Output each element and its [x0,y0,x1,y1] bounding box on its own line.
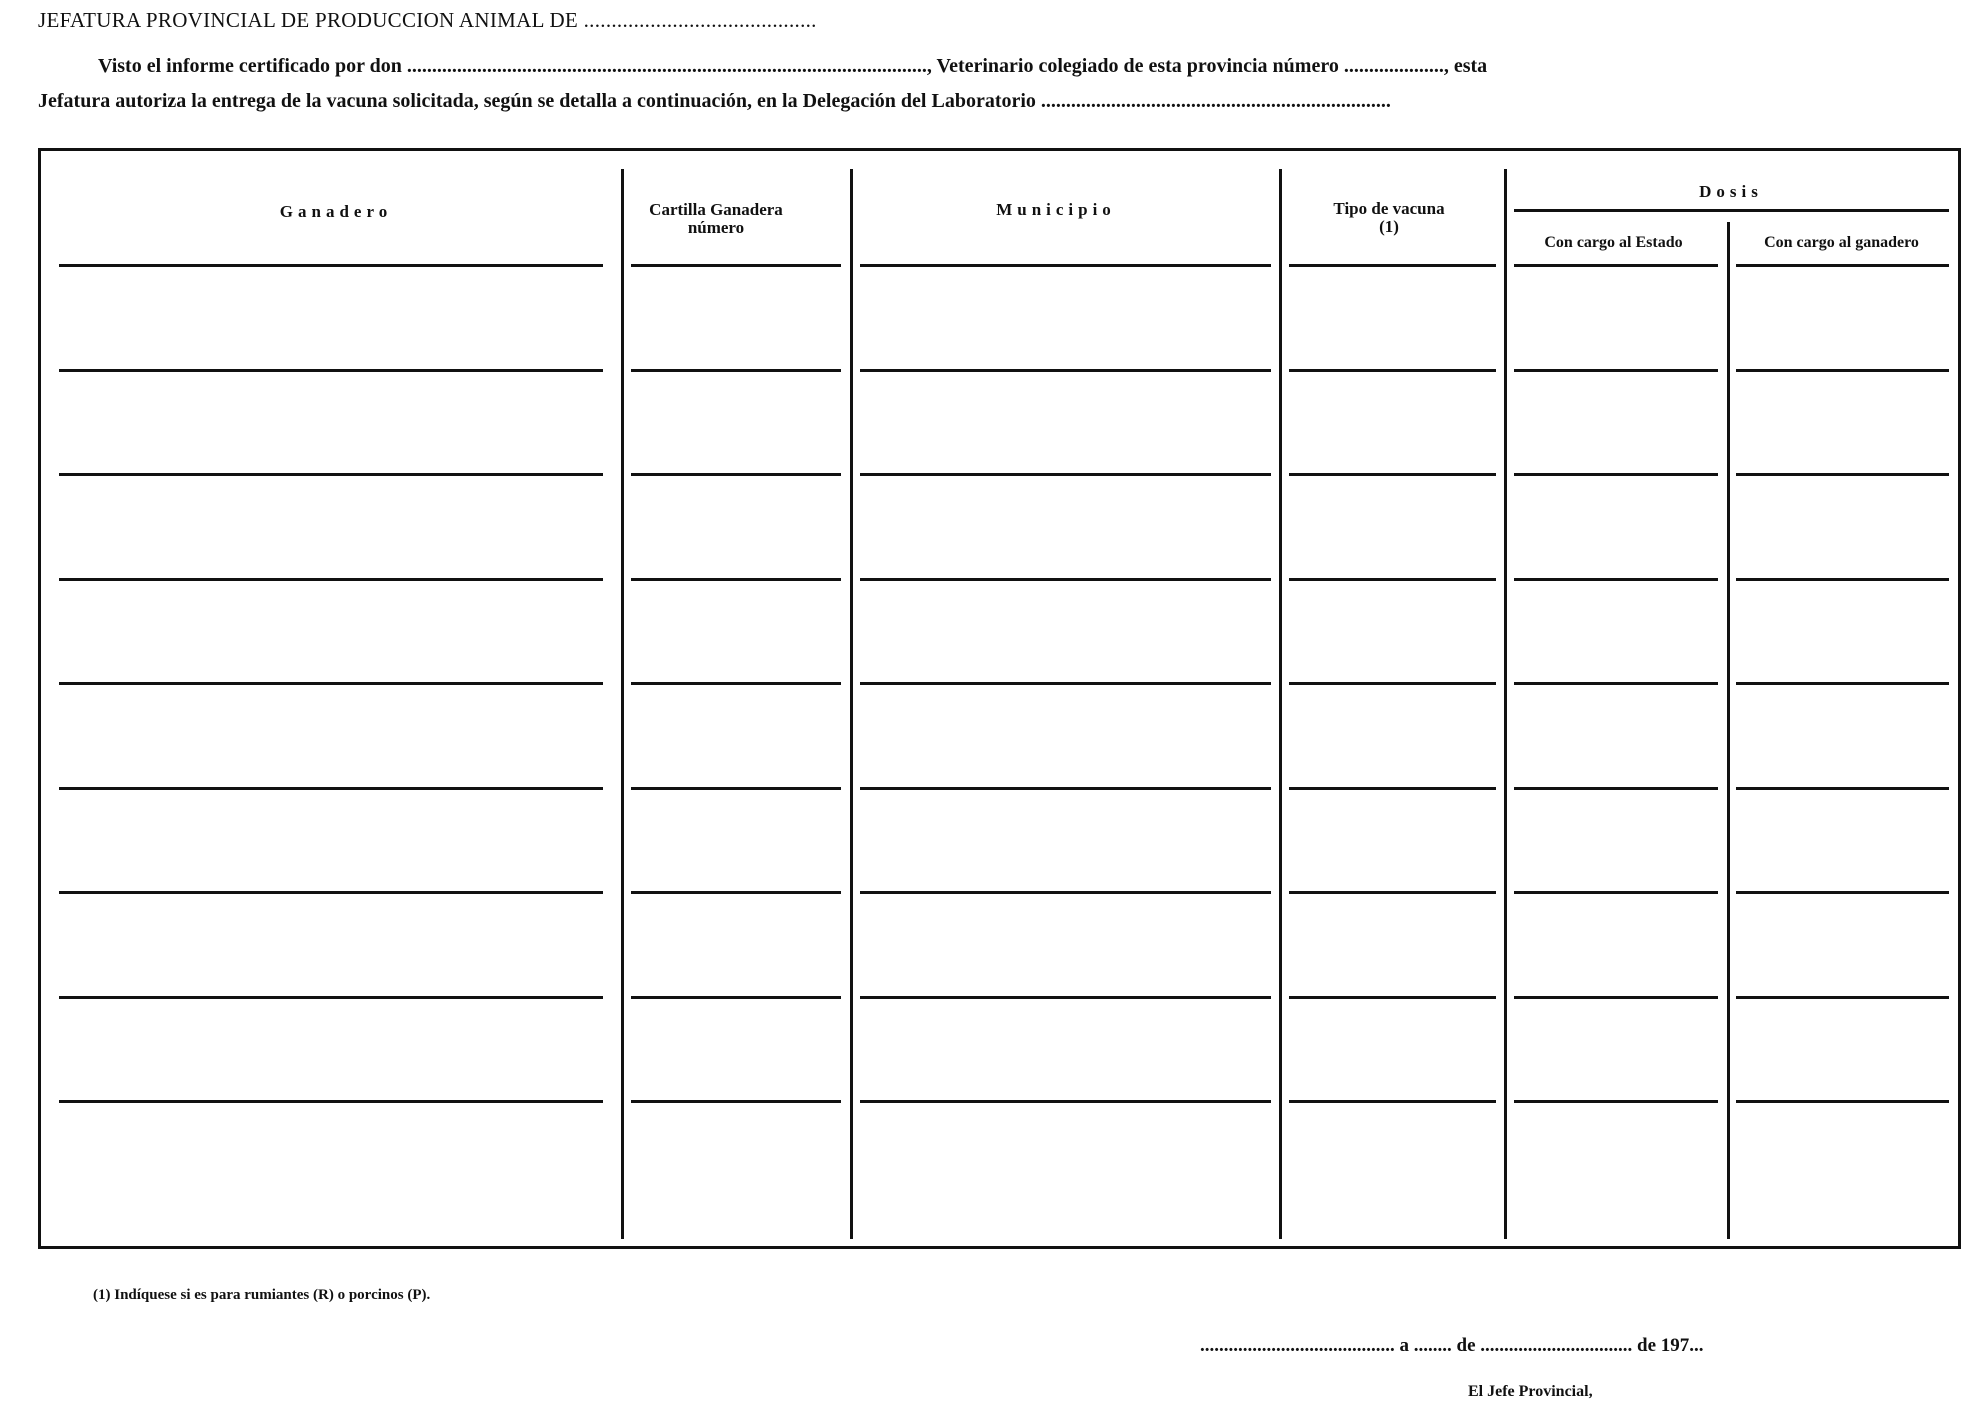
row-line [1289,682,1496,685]
row-line [1289,996,1496,999]
row-line [1736,682,1949,685]
vaccine-table [38,148,1961,1249]
row-line [860,264,1271,267]
column-header-ganadero: Ganadero [279,202,393,221]
row-line [1289,891,1496,894]
column-header-tipo-line1: Tipo de vacuna [1333,199,1445,218]
column-header-dosis: Dosis [1699,182,1763,201]
column-divider [1279,169,1282,1239]
row-line [631,787,841,790]
column-header-tipo-line2: (1) [1379,217,1399,236]
date-line: ......................................... a ........ de ................................ de 197... [1200,1335,1704,1356]
row-line [860,578,1271,581]
row-line [59,473,603,476]
row-line [860,787,1271,790]
column-header-dosis-ganadero: Con cargo al ganadero [1764,234,1919,251]
row-line [860,891,1271,894]
row-line [1736,787,1949,790]
row-line [860,682,1271,685]
row-line [59,787,603,790]
row-line [1736,1100,1949,1103]
row-line [631,369,841,372]
row-line [860,369,1271,372]
column-divider [1727,222,1730,1239]
row-line [1736,473,1949,476]
form-title: JEFATURA PROVINCIAL DE PRODUCCION ANIMAL DE .......................................... [38,8,817,32]
row-line [1736,369,1949,372]
column-divider [621,169,624,1239]
signature-label: El Jefe Provincial, [1468,1383,1593,1400]
row-line [1514,787,1718,790]
authorization-text-line-2: Jefatura autoriza la entrega de la vacuna solicitada, según se detalla a continuación, en la Delegación del Laboratorio ...................................................................... [38,90,1391,112]
row-line [1514,473,1718,476]
footnote: (1) Indíquese si es para rumiantes (R) o porcinos (P). [93,1287,431,1303]
column-header-cartilla-line1: Cartilla Ganadera [649,200,783,219]
row-line [1289,578,1496,581]
row-line [59,264,603,267]
column-header-tipo-vacuna [1289,200,1489,236]
row-line [1289,473,1496,476]
row-line [59,891,603,894]
row-line [59,369,603,372]
row-line [59,996,603,999]
row-line [1736,264,1949,267]
row-line [1289,264,1496,267]
row-line [1736,891,1949,894]
row-line [59,1100,603,1103]
column-divider [850,169,853,1239]
row-line [631,891,841,894]
row-line [59,682,603,685]
row-line [1514,996,1718,999]
row-line [1514,682,1718,685]
column-header-dosis-estado: Con cargo al Estado [1544,234,1683,251]
row-line [1289,787,1496,790]
row-line [631,264,841,267]
row-line [631,1100,841,1103]
column-header-municipio: Municipio [996,200,1116,219]
dosis-header-divider [1514,209,1949,212]
column-header-cartilla [616,201,816,237]
row-line [860,1100,1271,1103]
row-line [1736,578,1949,581]
column-divider [1504,169,1507,1239]
row-line [631,578,841,581]
row-line [59,578,603,581]
row-line [860,473,1271,476]
row-line [1514,891,1718,894]
row-line [631,996,841,999]
row-line [631,473,841,476]
row-line [1736,996,1949,999]
row-line [1514,369,1718,372]
row-line [1514,578,1718,581]
column-header-cartilla-line2: número [687,218,745,237]
row-line [1289,369,1496,372]
authorization-text-line-1: Visto el informe certificado por don ........................................................................................................, Veterinario colegiado de esta provincia número ...................., esta [98,55,1488,77]
row-line [1289,1100,1496,1103]
row-line [631,682,841,685]
row-line [1514,264,1718,267]
row-line [1514,1100,1718,1103]
row-line [860,996,1271,999]
